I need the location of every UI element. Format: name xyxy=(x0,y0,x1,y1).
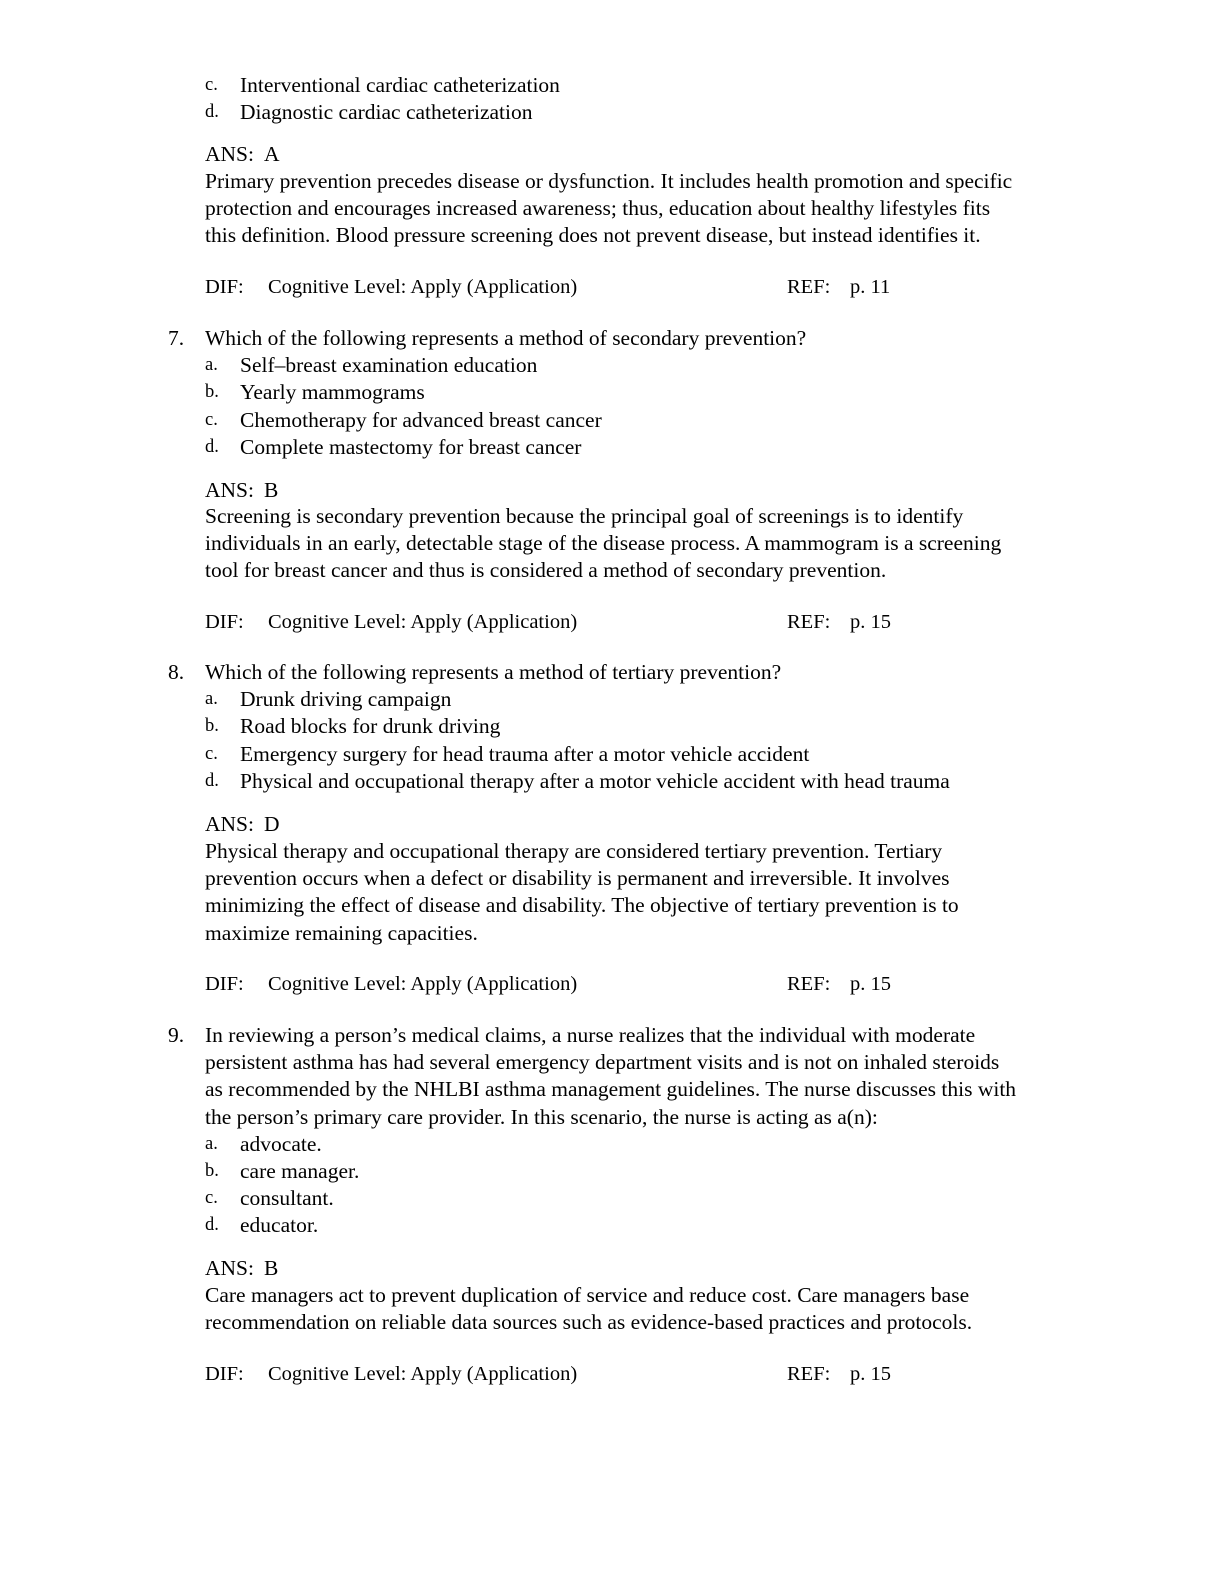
option-letter: b. xyxy=(205,382,219,403)
option-letter: b. xyxy=(205,1160,219,1181)
rationale-line: minimizing the effect of disease and disability. The objective of tertiary prevention is to xyxy=(205,893,959,918)
rationale-line: Screening is secondary prevention because the principal goal of screenings is to identify xyxy=(205,504,964,528)
answer-value: B xyxy=(263,1256,279,1280)
answer-label: ANS: xyxy=(205,142,254,166)
prev-question-options xyxy=(0,72,1224,126)
question-number: 8. xyxy=(168,660,185,684)
question-stem xyxy=(0,325,1224,352)
page-reference: p. 15 xyxy=(850,1363,891,1385)
option-a xyxy=(0,1131,1224,1158)
cognitive-level: Cognitive Level: Apply (Application) xyxy=(268,1363,578,1385)
question-8 xyxy=(0,659,1224,795)
option-text: Complete mastectomy for breast cancer xyxy=(240,434,582,459)
option-b xyxy=(0,713,1224,740)
option-letter: d. xyxy=(205,102,219,123)
option-text: Road blocks for drunk driving xyxy=(240,714,501,739)
option-letter: c. xyxy=(205,1188,218,1209)
stem-line: In reviewing a person’s medical claims, a nurse realizes that the individual with moderate xyxy=(205,1023,976,1047)
stem-line: as recommended by the NHLBI asthma management guidelines. The nurse discusses this with xyxy=(205,1077,1017,1102)
option-d xyxy=(0,768,1224,795)
rationale-line: maximize remaining capacities. xyxy=(205,920,478,945)
answer-label: ANS: xyxy=(205,478,254,502)
option-letter: b. xyxy=(205,716,219,737)
option-text: care manager. xyxy=(240,1158,360,1183)
option-letter: c. xyxy=(205,75,218,95)
rationale-line: tool for breast cancer and thus is considered a method of secondary prevention. xyxy=(205,558,887,583)
ref-label: REF: xyxy=(787,276,831,298)
question-number: 7. xyxy=(168,326,185,350)
option-letter: d. xyxy=(205,1215,219,1236)
ref-label: REF: xyxy=(787,611,831,633)
option-text: Drunk driving campaign xyxy=(240,687,452,712)
stem-line: persistent asthma has had several emergency department visits and is not on inhaled steroids xyxy=(205,1050,1000,1075)
question-7 xyxy=(0,325,1224,461)
option-letter: c. xyxy=(205,409,218,430)
dif-label: DIF: xyxy=(205,1363,244,1385)
answer-value: D xyxy=(263,812,280,836)
option-text: Yearly mammograms xyxy=(240,380,425,405)
answer-label: ANS: xyxy=(205,1256,254,1280)
meta-line xyxy=(0,274,1224,301)
rationale xyxy=(205,503,1001,585)
answer-value: B xyxy=(263,478,279,502)
option-letter: d. xyxy=(205,770,219,791)
dif-label: DIF: xyxy=(205,276,244,298)
rationale-line: protection and encourages increased awareness; thus, education about healthy lifestyles fits xyxy=(205,196,991,221)
meta-line xyxy=(0,1361,1224,1388)
answer-line xyxy=(205,477,278,504)
rationale-line: recommendation on reliable data sources such as evidence-based practices and protocols. xyxy=(205,1310,973,1335)
answer-value: A xyxy=(263,142,280,166)
option-text: advocate. xyxy=(240,1131,322,1156)
question-stem xyxy=(0,659,1224,686)
option-d xyxy=(0,1212,1224,1239)
option-a xyxy=(0,352,1224,379)
rationale xyxy=(205,838,959,947)
answer-label: ANS: xyxy=(205,812,254,836)
meta-line xyxy=(0,971,1224,998)
rationale xyxy=(205,1282,972,1336)
ref-label: REF: xyxy=(787,1363,831,1385)
stem-line: the person’s primary care provider. In this scenario, the nurse is acting as a(n): xyxy=(205,1104,878,1129)
question-number: 9. xyxy=(168,1023,185,1047)
question-stem xyxy=(0,1022,1224,1131)
question-9 xyxy=(0,1022,1224,1240)
cognitive-level: Cognitive Level: Apply (Application) xyxy=(268,276,578,298)
cognitive-level: Cognitive Level: Apply (Application) xyxy=(268,611,578,633)
answer-line xyxy=(205,141,280,168)
option-d xyxy=(0,434,1224,461)
stem-line: Which of the following represents a method of secondary prevention? xyxy=(205,326,807,350)
option-letter: d. xyxy=(205,436,219,457)
option-b xyxy=(0,1158,1224,1185)
dif-label: DIF: xyxy=(205,973,244,995)
option-d xyxy=(0,99,1224,126)
page-reference: p. 15 xyxy=(850,973,891,995)
page-reference: p. 11 xyxy=(850,276,891,298)
option-text: Chemotherapy for advanced breast cancer xyxy=(240,407,602,432)
meta-line xyxy=(0,609,1224,636)
answer-line xyxy=(205,1255,278,1282)
option-c xyxy=(0,407,1224,434)
option-letter: a. xyxy=(205,689,218,710)
option-letter: c. xyxy=(205,743,218,764)
stem-line: Which of the following represents a method of tertiary prevention? xyxy=(205,660,782,684)
dif-label: DIF: xyxy=(205,611,244,633)
option-text: Diagnostic cardiac catheterization xyxy=(240,100,533,125)
option-a xyxy=(0,686,1224,713)
option-c xyxy=(0,1185,1224,1212)
option-b xyxy=(0,379,1224,406)
option-text: Interventional cardiac catheterization xyxy=(240,73,560,97)
cognitive-level: Cognitive Level: Apply (Application) xyxy=(268,973,578,995)
option-c xyxy=(0,72,1224,99)
option-c xyxy=(0,741,1224,768)
rationale-line: Primary prevention precedes disease or dysfunction. It includes health promotion and specific xyxy=(205,169,1013,193)
rationale-line: Care managers act to prevent duplication of service and reduce cost. Care managers base xyxy=(205,1283,970,1307)
ref-label: REF: xyxy=(787,973,831,995)
rationale-line: prevention occurs when a defect or disability is permanent and irreversible. It involves xyxy=(205,866,950,891)
page-reference: p. 15 xyxy=(850,611,891,633)
rationale-line: Physical therapy and occupational therapy are considered tertiary prevention. Tertiary xyxy=(205,839,943,863)
rationale xyxy=(205,168,1012,250)
rationale-line: this definition. Blood pressure screening does not prevent disease, but instead identifies it. xyxy=(205,223,981,248)
option-text: Physical and occupational therapy after a motor vehicle accident with head trauma xyxy=(240,768,950,793)
option-letter: a. xyxy=(205,355,218,376)
option-text: consultant. xyxy=(240,1186,334,1211)
option-letter: a. xyxy=(205,1133,218,1154)
option-text: Emergency surgery for head trauma after a motor vehicle accident xyxy=(240,741,810,766)
rationale-line: individuals in an early, detectable stage of the disease process. A mammogram is a screening xyxy=(205,531,1002,556)
option-text: educator. xyxy=(240,1213,319,1238)
option-text: Self–breast examination education xyxy=(240,353,538,378)
answer-line xyxy=(205,811,280,838)
